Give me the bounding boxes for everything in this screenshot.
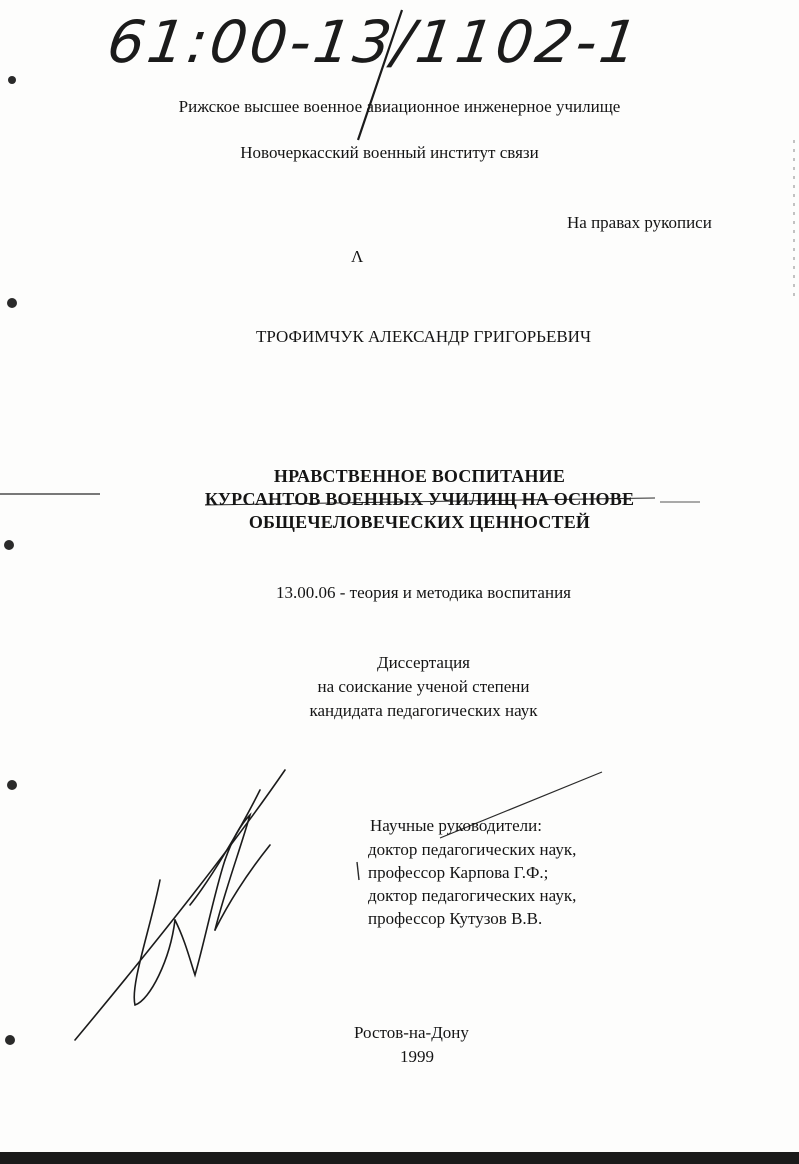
author-name: ТРОФИМЧУК АЛЕКСАНДР ГРИГОРЬЕВИЧ	[256, 327, 591, 346]
bracket-mark	[357, 862, 359, 880]
archive-number: 61:00-13/1102-1	[103, 8, 645, 76]
year: 1999	[400, 1047, 434, 1066]
udc-mark: Λ	[351, 247, 364, 266]
punch-hole-mark	[8, 76, 16, 84]
author-signature	[75, 770, 285, 1040]
supervisor-line: доктор педагогических наук,	[368, 886, 577, 905]
punch-hole-mark	[7, 298, 17, 308]
thesis-title-line: ОБЩЕЧЕЛОВЕЧЕСКИХ ЦЕННОСТЕЙ	[248, 512, 591, 532]
thesis-title-line: КУРСАНТОВ ВОЕННЫХ УЧИЛИЩ НА ОСНОВЕ	[204, 489, 635, 509]
supervisor-line: профессор Карпова Г.Ф.;	[368, 863, 549, 882]
degree-line: Диссертация	[376, 653, 470, 672]
supervisor-line: доктор педагогических наук,	[368, 840, 577, 859]
supervisor-line: профессор Кутузов В.В.	[368, 909, 543, 928]
city: Ростов-на-Дону	[354, 1023, 469, 1042]
manuscript-rights: На правах рукописи	[567, 213, 712, 232]
degree-line: на соискание ученой степени	[317, 677, 530, 696]
punch-hole-mark	[4, 540, 14, 550]
punch-hole-mark	[7, 780, 17, 790]
bottom-scan-edge	[0, 1152, 799, 1164]
punch-hole-mark	[5, 1035, 15, 1045]
institute-name: Новочеркасский военный институт связи	[240, 143, 539, 162]
degree-line: кандидата педагогических наук	[309, 701, 538, 720]
specialty: 13.00.06 - теория и методика воспитания	[276, 583, 571, 602]
thesis-title-line: НРАВСТВЕННОЕ ВОСПИТАНИЕ	[273, 466, 566, 486]
supervisors-heading: Научные руководители:	[370, 816, 542, 835]
institution-name: Рижское высшее военное авиационное инженерное училище	[178, 97, 621, 116]
